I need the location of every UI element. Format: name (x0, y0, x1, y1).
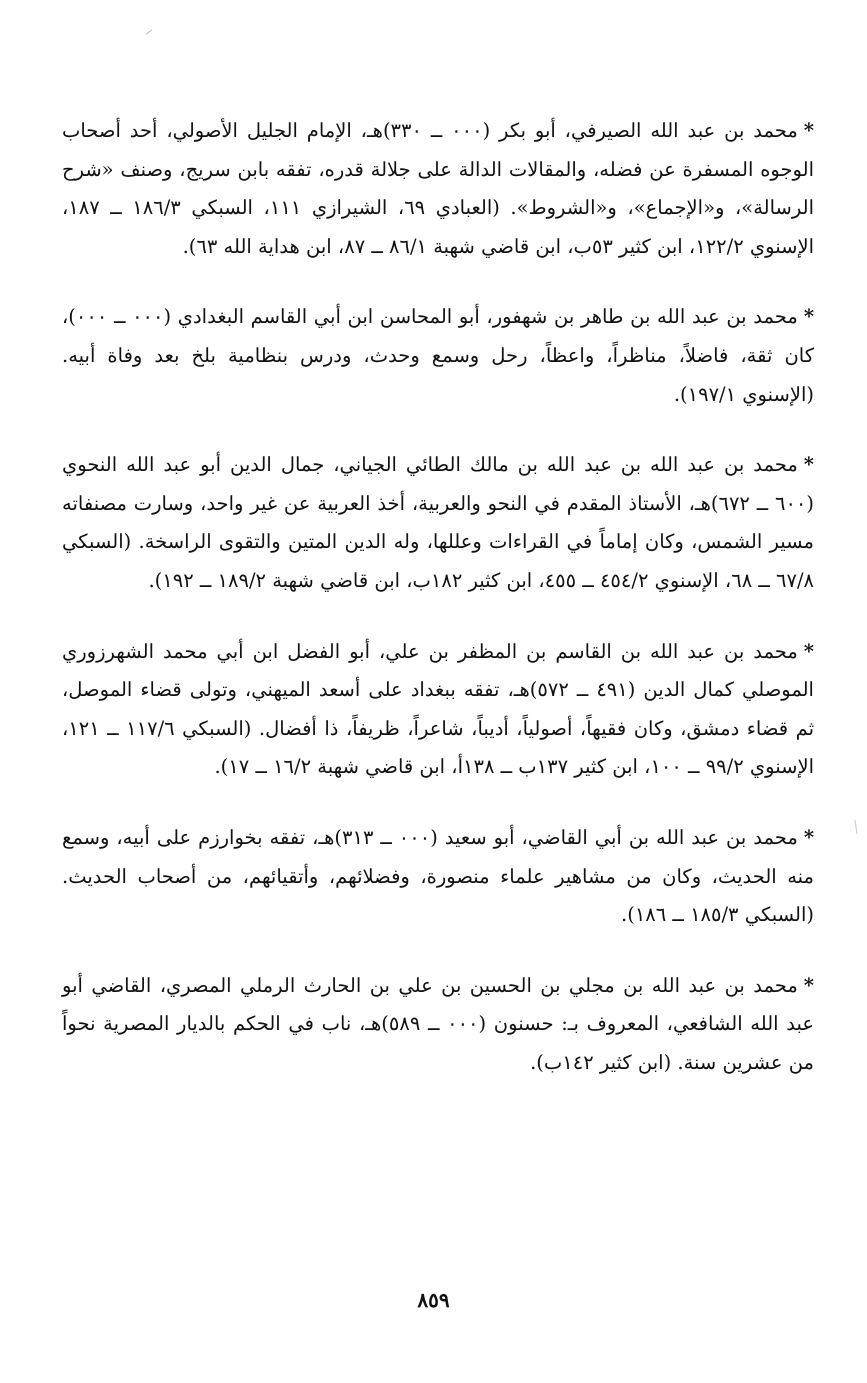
entry-marker: * (803, 639, 814, 663)
entry-marker: * (803, 825, 815, 849)
page-number: ٨٥٩ (417, 1288, 450, 1312)
biography-entry (62, 967, 814, 1083)
entry-marker: * (803, 305, 815, 329)
entry-marker: * (803, 119, 814, 142)
entry-text: محمد بن عبد الله الصيرفي، أبو بكر (٠٠٠ ــ ٣٣٠)هـ، الإمام الجليل الأصولي، أحد أصحاب الوجوه المسفرة عن فضله، والمقالات الدالة على جلالة قدره، تفقه بابن سريج، وصنف «شرح الرسالة»، و«الإجماع»، و«الشروط». (العبادي ٦٩، الشيرازي ١١١، السبكي ١٨٦/٣ ــ ١٨٧، الإسنوي ١٢٢/٢، ابن كثير ٥٣ب، ابن قاضي شهبة ٨٦/١ ــ ٨٧، ابن هداية الله ٦٣). (62, 119, 815, 258)
biography-entry (62, 446, 814, 600)
entry-text: محمد بن عبد الله بن طاهر بن شهفور، أبو المحاسن ابن أبي القاسم البغدادي (٠٠٠ ــ ٠٠٠)، كان ثقة، فاضلاً، مناظراً، واعظاً، رحل وسمع وحدث، ودرس بنظامية بلخ بعد وفاة أبيه. (الإسنوي ١٩٧/١). (62, 305, 814, 406)
entry-marker: * (803, 453, 814, 477)
biography-entry (62, 633, 814, 787)
biography-entry (62, 112, 814, 266)
biography-entry (62, 298, 814, 414)
entry-text: محمد بن عبد الله بن أبي القاضي، أبو سعيد (٠٠٠ ــ ٣١٣)هـ، تفقه بخوارزم على أبيه، وسمع منه الحديث، وكان من مشاهير علماء منصورة، وفضلائهم، وأتقيائهم، من أصحاب الحديث. (السبكي ١٨٥/٣ ــ ١٨٦). (62, 825, 814, 927)
entry-text: محمد بن عبد الله بن مجلي بن الحسين بن علي بن الحارث الرملي المصري، القاضي أبو عبد الله الشافعي، المعروف بـ: حسنون (٠٠٠ ــ ٥٨٩)هـ، ناب في الحكم بالديار المصرية نحواً من عشرين سنة. (ابن كثير ١٤٢ب). (62, 973, 815, 1074)
entry-text: محمد بن عبد الله بن القاسم بن المظفر بن علي، أبو الفضل ابن أبي محمد الشهرزوري الموصلي كمال الدين (٤٩١ ــ ٥٧٢)هـ، تفقه ببغداد على أسعد الميهني، وتولى قضاء الموصل، ثم قضاء دمشق، وكان فقيهاً، أصولياً، أديباً، شاعراً، ظريفاً، ذا أفضال. (السبكي ١١٧/٦ ــ ١٢١، الإسنوي ٩٩/٢ ــ ١٠٠، ابن كثير ١٣٧ب ــ ١٣٨أ، ابن قاضي شهبة ١٦/٢ ــ ١٧). (62, 639, 814, 779)
biography-entry (62, 819, 814, 935)
entry-marker: * (803, 973, 814, 997)
entry-text: محمد بن عبد الله بن عبد الله بن مالك الطائي الجياني، جمال الدين أبو عبد الله النحوي (٦٠٠ ــ ٦٧٢)هـ، الأستاذ المقدم في النحو والعربية، أخذ العربية عن غير واحد، وسارت مصنفاته مسير الشمس، وكان إماماً في القراءات وعللها، وله الدين المتين والتقوى الراسخة. (السبكي ٦٧/٨ ــ ٦٨، الإسنوي ٤٥٤/٢ ــ ٤٥٥، ابن كثير ١٨٢ب، ابن قاضي شهبة ١٨٩/٢ ــ ١٩٢). (62, 453, 814, 592)
biography-entries (62, 112, 814, 1082)
